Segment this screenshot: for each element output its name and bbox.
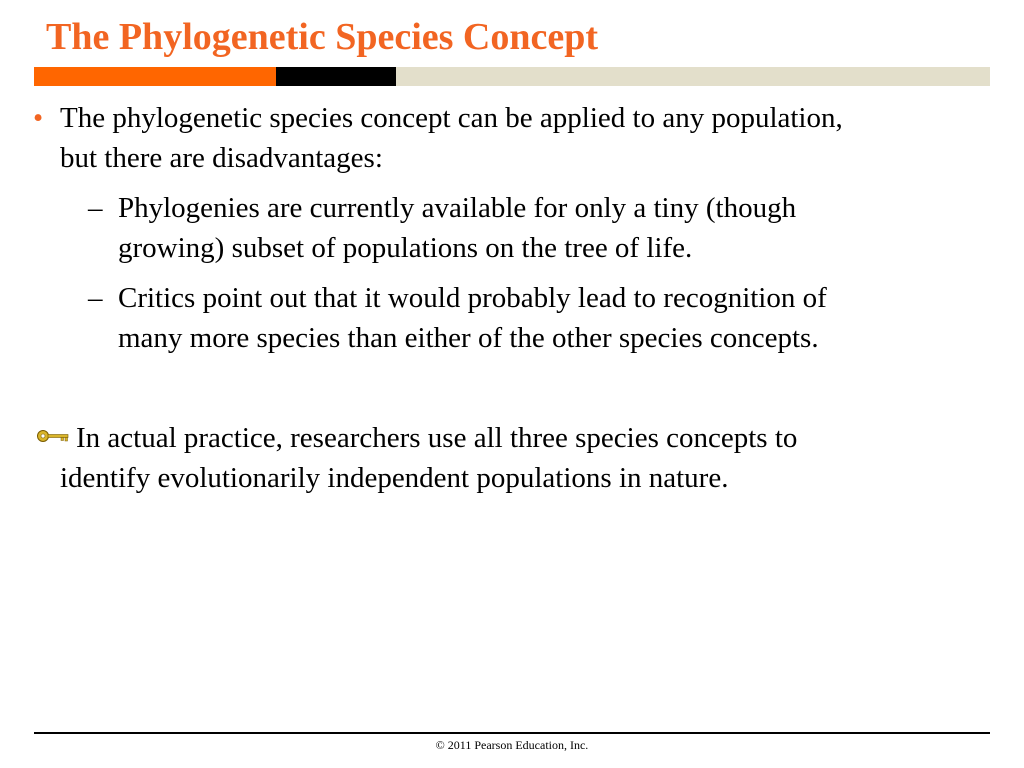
copyright-footer: © 2011 Pearson Education, Inc. <box>435 738 589 752</box>
bullet-text-line: identify evolutionarily independent populations in nature. <box>60 462 729 494</box>
subbullet-text-line: many more species than either of the other species concepts. <box>118 322 819 354</box>
bullet-text-line: The phylogenetic species concept can be applied to any population, <box>60 102 843 134</box>
bullet-text-line: In actual practice, researchers use all three species concepts to <box>76 422 798 454</box>
subbullet-text-line: Critics point out that it would probably lead to recognition of <box>118 282 827 314</box>
key-icon <box>36 428 72 444</box>
subbullet-text-line: growing) subset of populations on the tree of life. <box>118 232 693 264</box>
bullet-marker: • <box>33 102 44 134</box>
subbullet-text-line: Phylogenies are currently available for only a tiny (though <box>118 192 797 224</box>
footer-divider <box>34 732 990 734</box>
slide-title: The Phylogenetic Species Concept <box>46 16 599 58</box>
subbullet-marker: – <box>88 192 103 224</box>
subbullet-marker: – <box>88 282 103 314</box>
bullet-text-line: but there are disadvantages: <box>60 142 383 174</box>
